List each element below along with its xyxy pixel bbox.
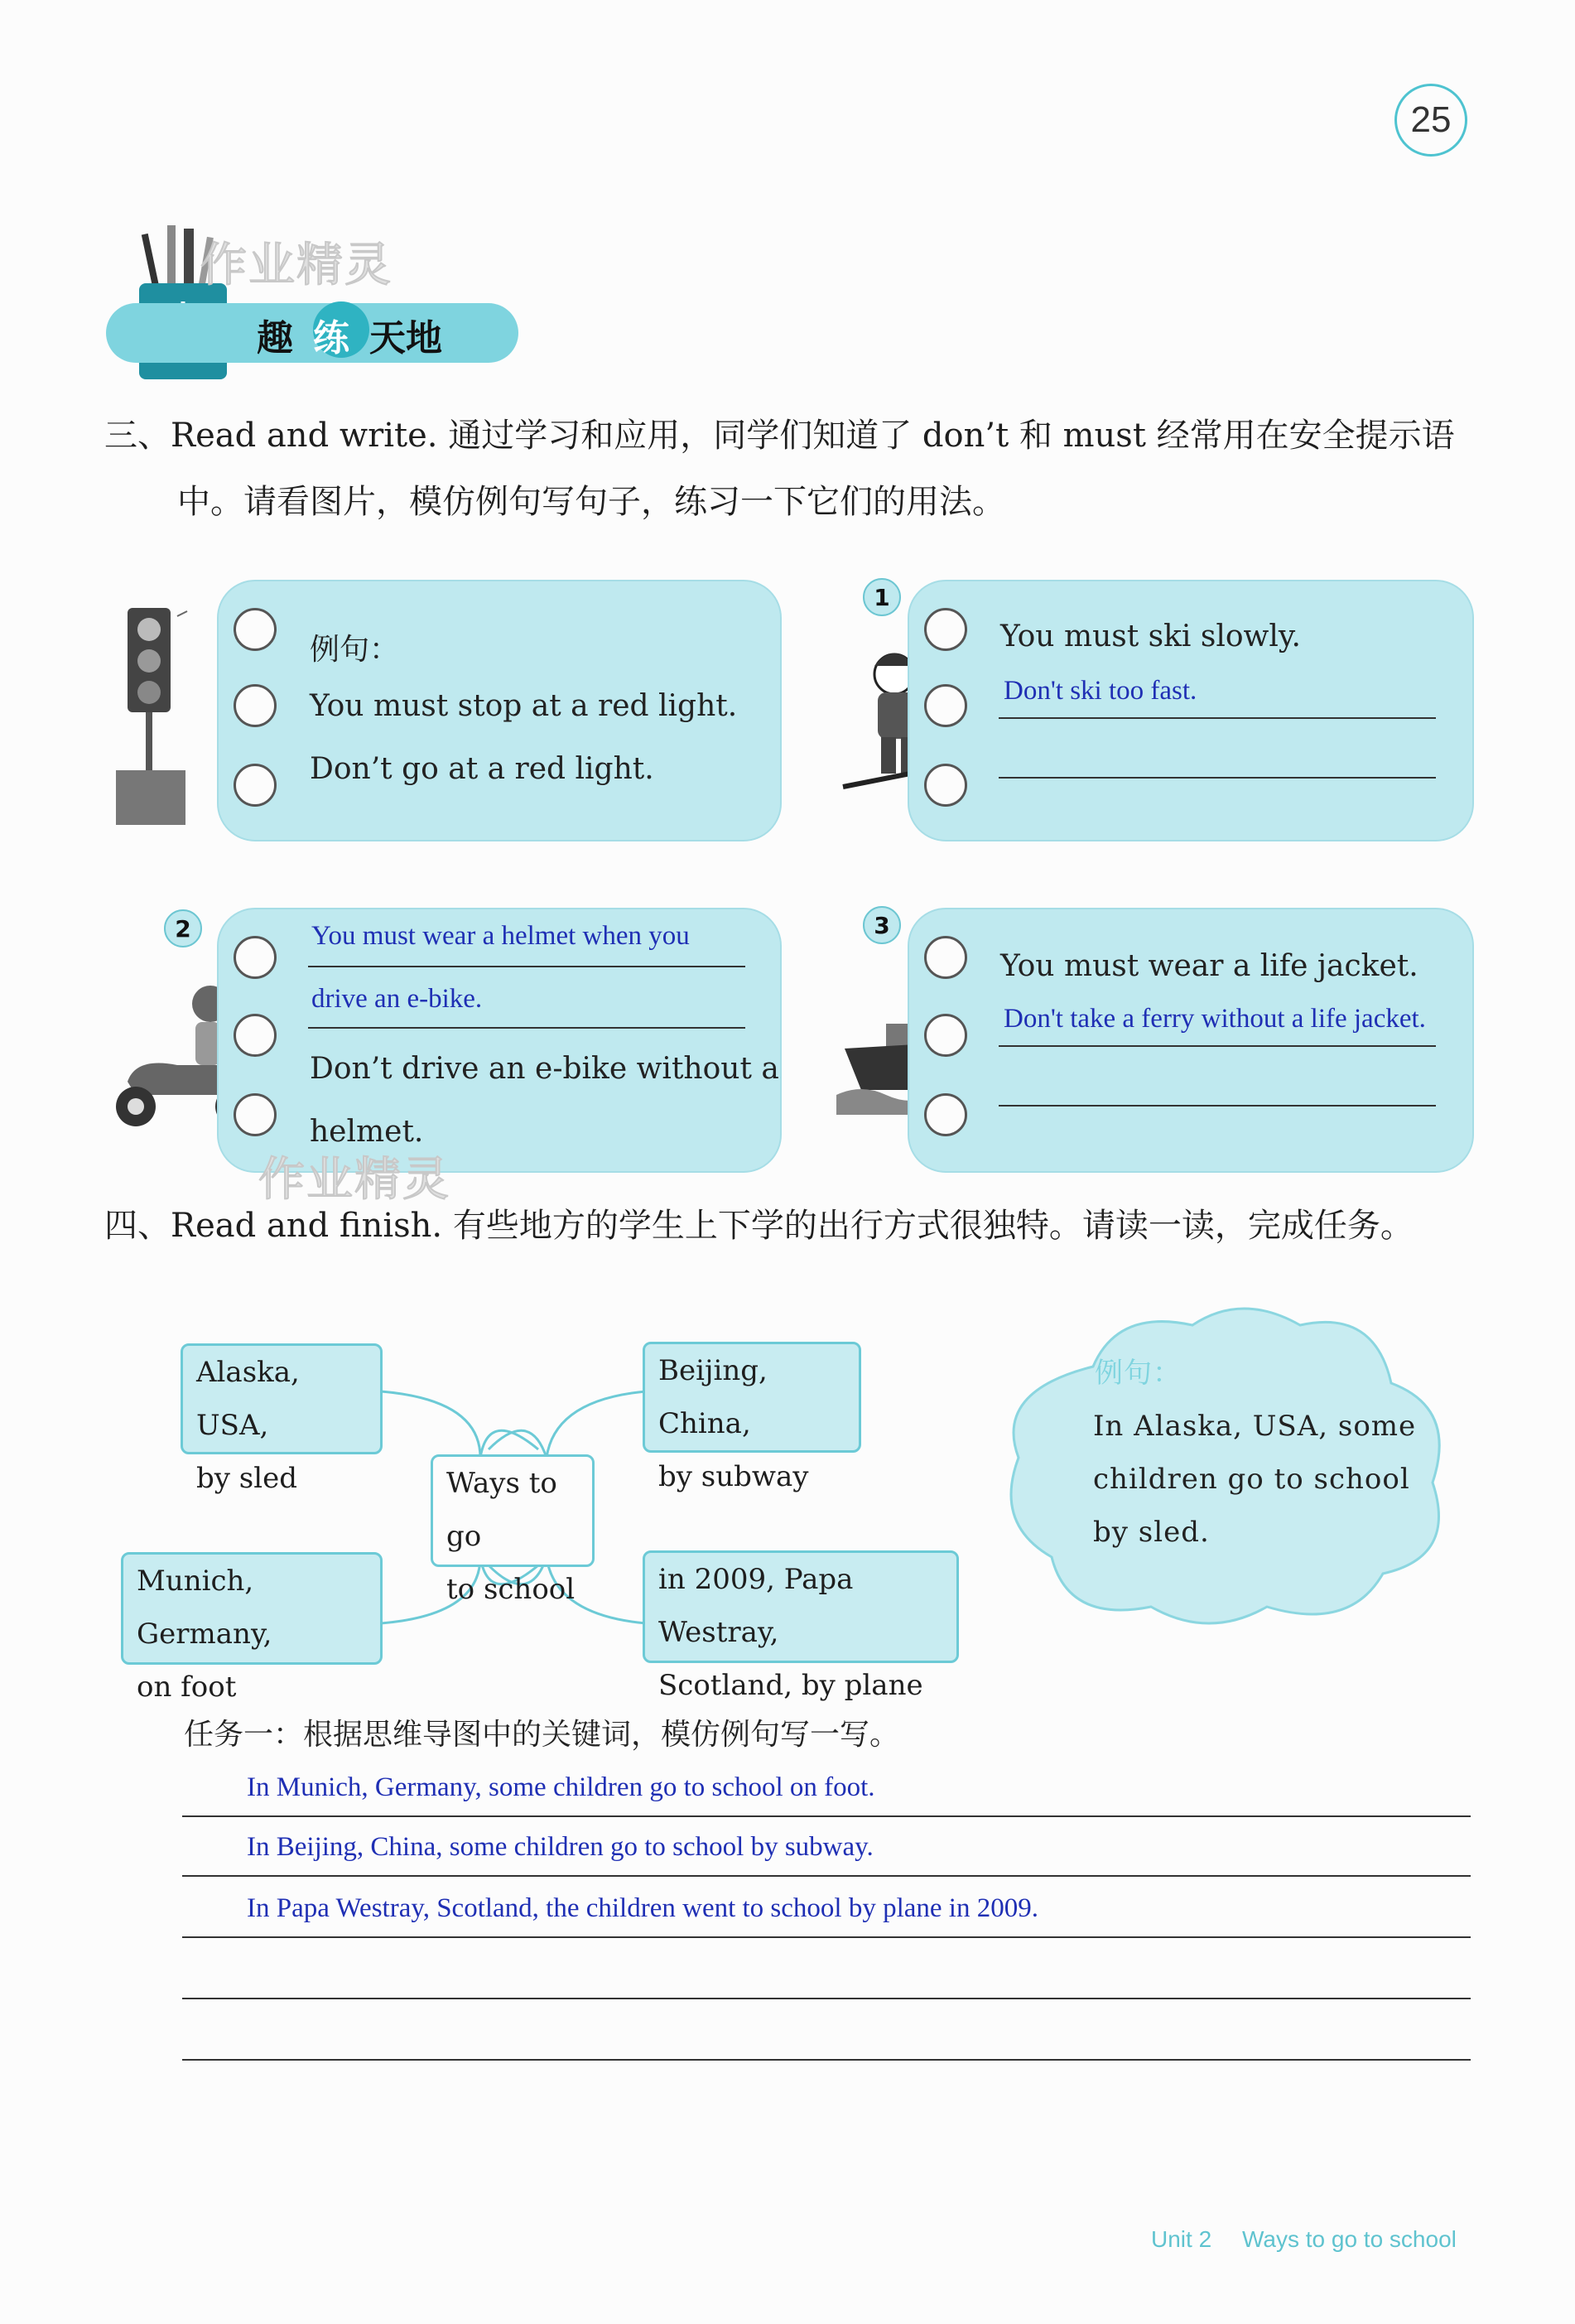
binder-hole [924, 764, 967, 807]
footer-title: Ways to go to school [1242, 2226, 1457, 2252]
answer-line [182, 1815, 1471, 1817]
binder-hole [234, 1093, 277, 1136]
card1-number-badge: 1 [863, 578, 901, 616]
answer-line [182, 1936, 1471, 1938]
answer-line [999, 777, 1436, 779]
watermark: 作业精灵 [258, 1153, 450, 1207]
binder-hole [234, 936, 277, 979]
task1-answer-2: In Beijing, China, some children go to school by subway. [247, 1832, 874, 1862]
answer-line [182, 1998, 1471, 1999]
answer-line [999, 717, 1436, 719]
cloud-line2: children go to school [1093, 1463, 1410, 1496]
example-sentence-2: Don’t go at a red light. [310, 752, 654, 786]
cloud-line3: by sled. [1093, 1516, 1210, 1549]
traffic-light-icon [113, 600, 189, 825]
task1-answer-3: In Papa Westray, Scotland, the children went to school by plane in 2009. [247, 1893, 1038, 1923]
section3-instruction-line1: 三、Read and write. 通过学习和应用，同学们知道了 don’t 和 must 经常用在安全提示语 [104, 417, 1455, 455]
card2-given-line1: Don’t drive an e-bike without a [310, 1052, 779, 1086]
section3-instruction-line2: 中。请看图片，模仿例句写句子，练习一下它们的用法。 [177, 483, 1005, 521]
card3-answer: Don't take a ferry without a life jacket. [1004, 1004, 1426, 1034]
card3-number-badge: 3 [863, 906, 901, 944]
card2-answer-line1: You must wear a helmet when you [311, 921, 690, 951]
answer-line [308, 966, 745, 967]
card2-number-badge: 2 [164, 909, 202, 947]
binder-hole [234, 684, 277, 727]
section4-instruction: 四、Read and finish. 有些地方的学生上下学的出行方式很独特。请读一读，完成任务。 [104, 1207, 1414, 1245]
mindmap-node-beijing: Beijing, China, by subway [643, 1342, 861, 1453]
example-sentence-1: You must stop at a red light. [310, 689, 738, 723]
task1-label: 任务一：根据思维导图中的关键词，模仿例句写一写。 [184, 1718, 900, 1752]
page-number: 25 [1394, 84, 1467, 157]
cloud-line1: In Alaska, USA, some [1093, 1410, 1417, 1443]
answer-line [182, 2059, 1471, 2061]
binder-hole [234, 608, 277, 651]
binder-hole [924, 608, 967, 651]
binder-hole [234, 1014, 277, 1057]
card1-given-sentence: You must ski slowly. [1000, 620, 1301, 653]
binder-hole [924, 936, 967, 979]
example-label: 例句： [310, 633, 400, 667]
mindmap-center-node: Ways to go to school [431, 1454, 595, 1567]
card1-answer: Don't ski too fast. [1004, 676, 1197, 706]
mindmap-node-munich: Munich, Germany, on foot [121, 1552, 383, 1665]
footer-unit: Unit 2 [1151, 2226, 1212, 2252]
card3 [908, 908, 1474, 1173]
answer-line [308, 1027, 745, 1029]
card3-given-sentence: You must wear a life jacket. [1000, 949, 1418, 983]
binder-hole [924, 1014, 967, 1057]
banner-title: 趣 练 天地 [257, 317, 442, 359]
cloud-label: 例句： [1095, 1357, 1182, 1390]
binder-hole [234, 764, 277, 807]
card2-answer-line2: drive an e-bike. [311, 984, 483, 1014]
answer-line [999, 1105, 1436, 1107]
answer-line [182, 1875, 1471, 1877]
watermark: 作业精灵 [200, 239, 393, 292]
answer-line [999, 1045, 1436, 1047]
mindmap-node-alaska: Alaska, USA, by sled [181, 1343, 383, 1454]
binder-hole [924, 684, 967, 727]
binder-hole [924, 1093, 967, 1136]
mindmap-node-papa-westray: in 2009, Papa Westray, Scotland, by plane [643, 1550, 959, 1663]
task1-answer-1: In Munich, Germany, some children go to school on foot. [247, 1772, 875, 1802]
card2-given-line2: helmet. [310, 1115, 424, 1149]
